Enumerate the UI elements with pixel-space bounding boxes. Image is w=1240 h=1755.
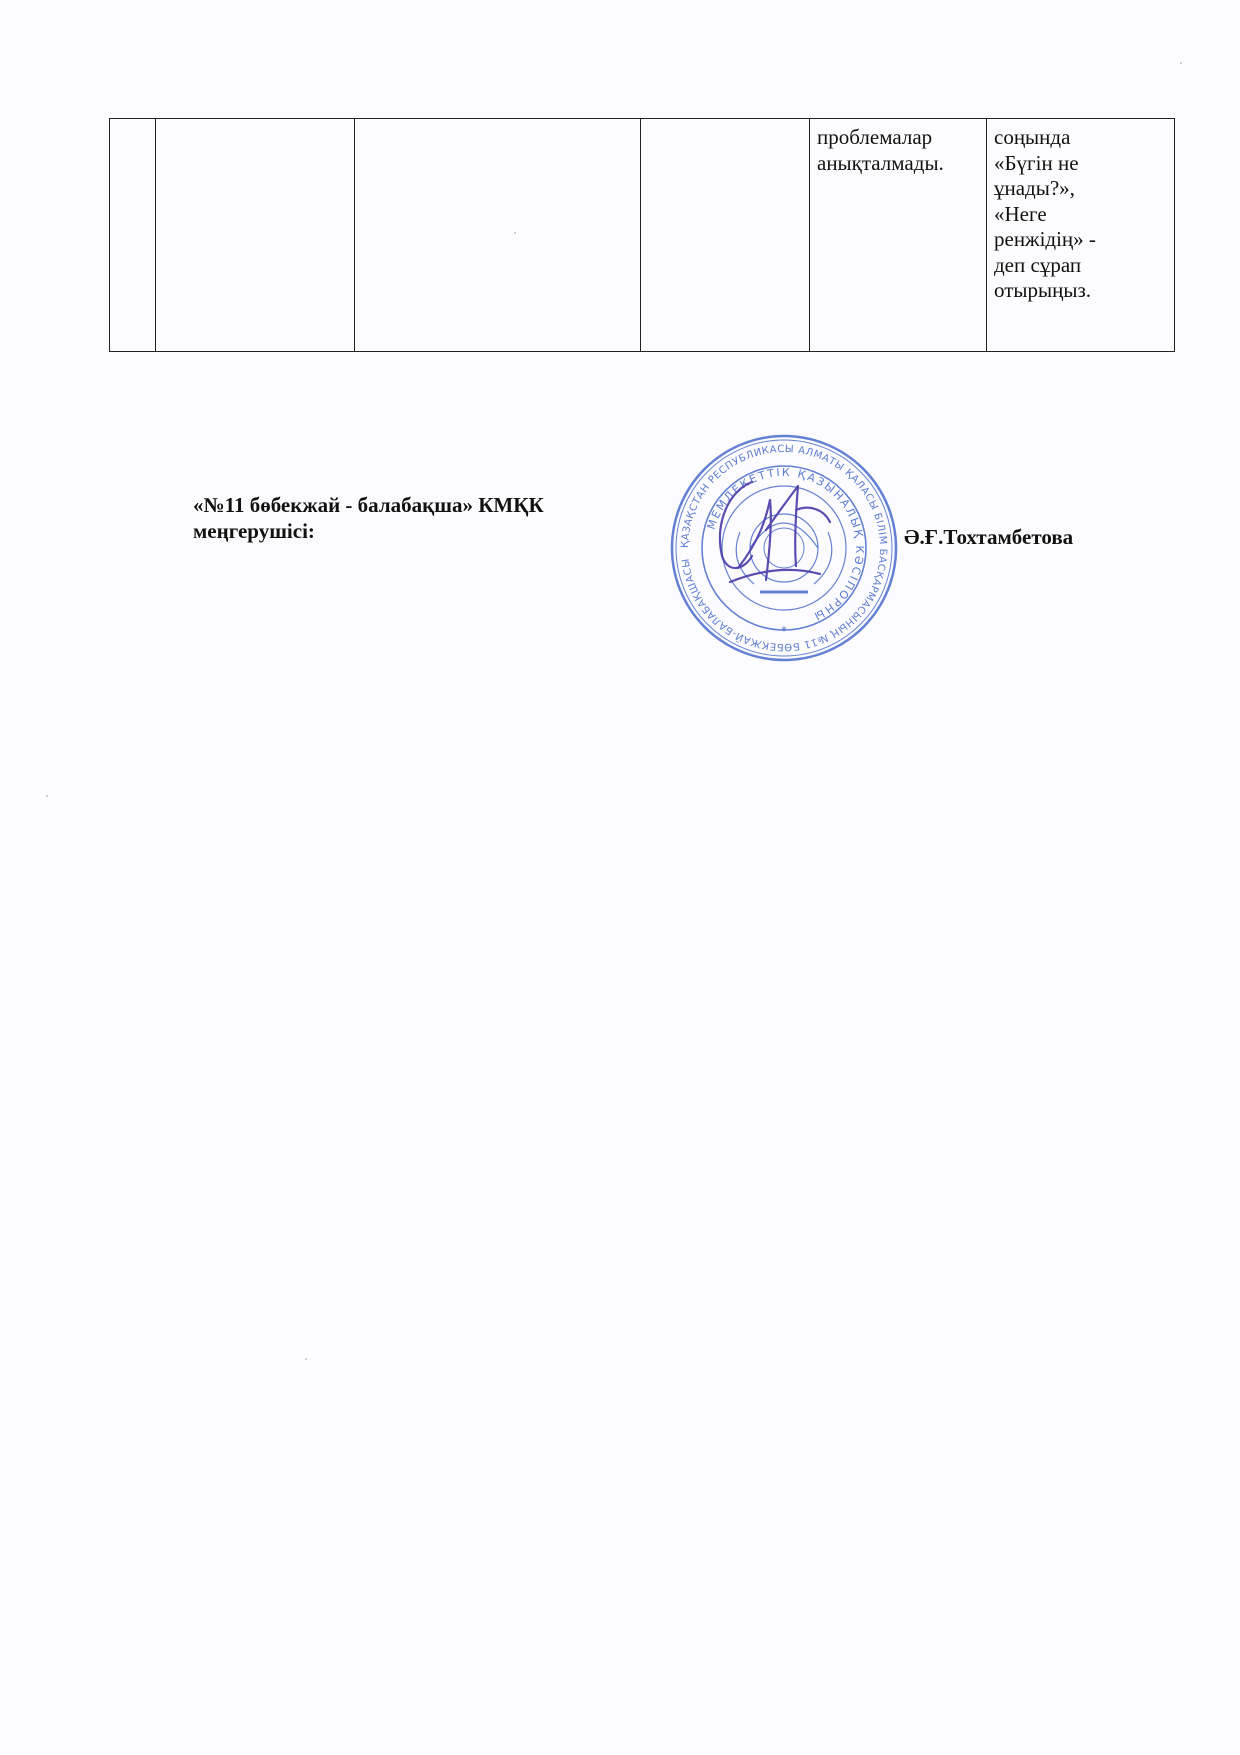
table-row [110, 119, 1175, 352]
signatory-position: меңгерушісі: [193, 519, 315, 543]
cell-text-line: соңында [994, 125, 1071, 149]
table-cell-1 [110, 119, 156, 352]
table-cell-4 [641, 119, 810, 352]
cell-text-line: «Бүгін не [994, 150, 1079, 175]
seal-outer-text: ҚАЗАҚСТАН РЕСПУБЛИКАСЫ АЛМАТЫ ҚАЛАСЫ БІЛІМ БАСҚАРМАСЫНЫҢ №11 БӨБЕКЖАЙ-БАЛАБАҚШАСЫ [679, 443, 889, 653]
cell-text-line: деп сұрап [994, 252, 1082, 277]
cell-text-line: ренжідің» - [994, 227, 1096, 251]
table-cell-3 [355, 119, 641, 352]
scan-speck [1180, 62, 1182, 64]
signatory-title [193, 492, 544, 544]
signatory-name: Ә.Ғ.Тохтамбетова [904, 525, 1074, 549]
table-cell-5 [810, 119, 987, 352]
activity-table [109, 118, 1175, 352]
scan-speck [514, 232, 516, 234]
svg-text:*: * [781, 624, 787, 638]
table-cell-2 [156, 119, 355, 352]
signatory-org: «№11 бөбекжай - балабақша» КМҚК [193, 493, 544, 517]
seal-inner-text: МЕМЛЕКЕТТІК ҚАЗЫНАЛЫҚ КӘСІПОРНЫ [704, 465, 867, 624]
cell-text-line: ұнады?», [994, 176, 1075, 200]
scan-speck [305, 1358, 307, 1360]
cell-text-line: отырыңыз. [994, 278, 1092, 302]
handwritten-signature [700, 470, 850, 600]
cell-text-line: анықталмады. [817, 150, 944, 175]
scan-speck [46, 795, 48, 797]
cell-text-line: «Неге [994, 201, 1047, 226]
table-cell-6 [987, 119, 1175, 352]
cell-text-line: проблемалар [817, 125, 933, 149]
